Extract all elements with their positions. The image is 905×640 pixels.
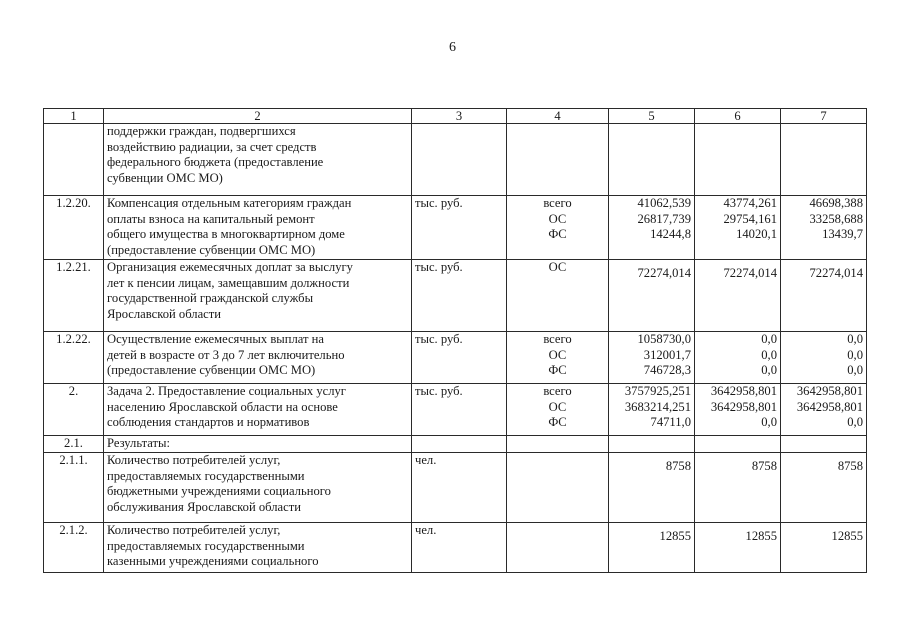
unit-cell [412, 196, 507, 260]
column-header: 5 [609, 109, 695, 124]
row-number-cell [44, 124, 104, 196]
value: 3642958,801 [710, 384, 777, 398]
value: 0,0 [761, 332, 777, 346]
table-header-row [44, 109, 867, 124]
value-cell-col5 [609, 436, 695, 453]
value: 14244,8 [650, 227, 691, 242]
description-line: субвенции ОМС МО) [107, 170, 223, 185]
program-table [43, 108, 867, 573]
funding-source: всего [543, 196, 572, 210]
value: 43774,261 [723, 196, 777, 210]
row-number: 2.1.2. [59, 523, 88, 537]
value: 12855 [831, 529, 863, 543]
value: 72274,014 [637, 266, 691, 280]
description-line: соблюдения стандартов и нормативов [107, 415, 310, 430]
value: 8758 [837, 459, 863, 473]
description-line: Количество потребителей услуг, [107, 453, 281, 467]
description-cell [104, 260, 412, 332]
funding-source: ОС [548, 399, 567, 414]
value: 8758 [751, 459, 777, 473]
table-row [44, 260, 867, 332]
funding-source: всего [543, 332, 572, 346]
value: 46698,388 [809, 196, 863, 210]
value: 3642958,801 [796, 384, 863, 398]
value: 3683214,251 [624, 399, 691, 414]
description-line: государственной гражданской службы [107, 291, 314, 306]
funding-source-cell [507, 436, 609, 453]
funding-source: ФС [548, 227, 567, 242]
description-cell [104, 124, 412, 196]
value-cell-col7 [781, 453, 867, 523]
unit-label: тыс. руб. [415, 196, 463, 210]
row-number-cell [44, 196, 104, 260]
value: 41062,539 [637, 196, 691, 210]
unit-label: тыс. руб. [415, 332, 463, 346]
description-cell [104, 523, 412, 573]
value: 0,0 [847, 363, 863, 378]
value: 72274,014 [809, 266, 863, 280]
value-cell-col7 [781, 384, 867, 436]
value-cell-col5 [609, 260, 695, 332]
unit-cell [412, 523, 507, 573]
description-cell [104, 196, 412, 260]
table-row [44, 196, 867, 260]
value-cell-col5 [609, 124, 695, 196]
row-number-cell [44, 453, 104, 523]
description-line: Задача 2. Предоставление социальных услуг [107, 384, 346, 398]
value: 74711,0 [650, 415, 691, 430]
table-row [44, 453, 867, 523]
value: 33258,688 [809, 211, 863, 226]
description-line: Осуществление ежемесячных выплат на [107, 332, 325, 346]
table-row [44, 124, 867, 196]
value: 0,0 [847, 347, 863, 362]
value-cell-col6 [695, 260, 781, 332]
column-header: 4 [507, 109, 609, 124]
description-line: оплаты взноса на капитальный ремонт [107, 211, 315, 226]
table-row [44, 332, 867, 384]
value: 13439,7 [822, 227, 863, 242]
description-cell [104, 453, 412, 523]
value: 12855 [745, 529, 777, 543]
unit-label: чел. [415, 453, 437, 467]
description-line: воздействию радиации, за счет средств [107, 139, 317, 154]
funding-source: всего [543, 384, 572, 398]
value-cell-col6 [695, 196, 781, 260]
description-line: федерального бюджета (предоставление [107, 155, 324, 170]
unit-label: тыс. руб. [415, 260, 463, 274]
funding-source-cell [507, 453, 609, 523]
description-line: казенными учреждениями социального [107, 554, 319, 569]
description-line: поддержки граждан, подвергшихся [107, 124, 296, 138]
value: 29754,161 [723, 211, 777, 226]
value-cell-col6 [695, 523, 781, 573]
table-row [44, 436, 867, 453]
value-cell-col6 [695, 436, 781, 453]
unit-cell [412, 332, 507, 384]
page-number: 6 [449, 40, 456, 55]
value: 0,0 [761, 347, 777, 362]
unit-cell [412, 260, 507, 332]
value-cell-col5 [609, 453, 695, 523]
value-cell-col6 [695, 124, 781, 196]
row-number-cell [44, 260, 104, 332]
value-cell-col7 [781, 436, 867, 453]
value-cell-col7 [781, 523, 867, 573]
description-line: Организация ежемесячных доплат за выслугу [107, 260, 353, 274]
unit-label: чел. [415, 523, 437, 537]
value: 0,0 [761, 363, 777, 378]
unit-cell [412, 453, 507, 523]
value-cell-col5 [609, 332, 695, 384]
value: 0,0 [847, 332, 863, 346]
value-cell-col5 [609, 384, 695, 436]
funding-source: ФС [548, 363, 567, 378]
table-row [44, 384, 867, 436]
description-line: общего имущества в многоквартирном доме [107, 227, 345, 242]
value: 0,0 [761, 415, 777, 430]
value: 14020,1 [736, 227, 777, 242]
funding-source-cell [507, 260, 609, 332]
row-number: 2. [68, 384, 79, 398]
funding-source-cell [507, 523, 609, 573]
unit-cell [412, 436, 507, 453]
description-line: лет к пенсии лицам, замещавшим должности [107, 275, 350, 290]
value: 8758 [665, 459, 691, 473]
description-line: бюджетными учреждениями социального [107, 484, 331, 499]
description-cell [104, 384, 412, 436]
funding-source-cell [507, 384, 609, 436]
value-cell-col7 [781, 332, 867, 384]
unit-cell [412, 384, 507, 436]
row-number-cell [44, 523, 104, 573]
column-header: 6 [695, 109, 781, 124]
value: 3642958,801 [796, 399, 863, 414]
value-cell-col7 [781, 260, 867, 332]
column-header: 7 [781, 109, 867, 124]
description-line: предоставляемых государственными [107, 468, 305, 483]
description-line: Ярославской области [107, 306, 221, 321]
description-line: Количество потребителей услуг, [107, 523, 281, 537]
description-line: населению Ярославской области на основе [107, 399, 338, 414]
value: 12855 [659, 529, 691, 543]
value-cell-col7 [781, 196, 867, 260]
value-cell-col5 [609, 523, 695, 573]
description-line: (предоставление субвенции ОМС МО) [107, 363, 316, 378]
row-number-cell [44, 332, 104, 384]
funding-source-cell [507, 124, 609, 196]
value: 3642958,801 [710, 399, 777, 414]
description-line: (предоставление субвенции ОМС МО) [107, 242, 316, 257]
value: 1058730,0 [637, 332, 691, 346]
description-line: Компенсация отдельным категориям граждан [107, 196, 352, 210]
value-cell-col6 [695, 332, 781, 384]
value: 72274,014 [723, 266, 777, 280]
unit-cell [412, 124, 507, 196]
table-row [44, 523, 867, 573]
description-line: Результаты: [107, 436, 170, 450]
value: 3757925,251 [624, 384, 691, 398]
value: 26817,739 [637, 211, 691, 226]
row-number-cell [44, 436, 104, 453]
row-number-cell [44, 384, 104, 436]
description-line: обслуживания Ярославской области [107, 499, 301, 514]
column-header: 2 [104, 109, 412, 124]
column-header: 1 [44, 109, 104, 124]
row-number: 1.2.20. [56, 196, 91, 210]
description-line: детей в возрасте от 3 до 7 лет включительно [107, 347, 345, 362]
description-line: предоставляемых государственными [107, 538, 305, 553]
unit-label: тыс. руб. [415, 384, 463, 398]
value: 0,0 [847, 415, 863, 430]
row-number: 2.1.1. [59, 453, 88, 467]
funding-source-cell [507, 196, 609, 260]
value: 746728,3 [643, 363, 691, 378]
value: 312001,7 [643, 347, 691, 362]
value-cell-col5 [609, 196, 695, 260]
value-cell-col6 [695, 384, 781, 436]
funding-source: ОС [548, 211, 567, 226]
value-cell-col7 [781, 124, 867, 196]
description-cell [104, 436, 412, 453]
row-number: 1.2.21. [56, 260, 91, 274]
funding-source: ФС [548, 415, 567, 430]
description-cell [104, 332, 412, 384]
value-cell-col6 [695, 453, 781, 523]
funding-source: ОС [548, 260, 567, 274]
funding-source-cell [507, 332, 609, 384]
column-header: 3 [412, 109, 507, 124]
row-number: 2.1. [64, 436, 83, 450]
funding-source: ОС [548, 347, 567, 362]
row-number: 1.2.22. [56, 332, 91, 346]
